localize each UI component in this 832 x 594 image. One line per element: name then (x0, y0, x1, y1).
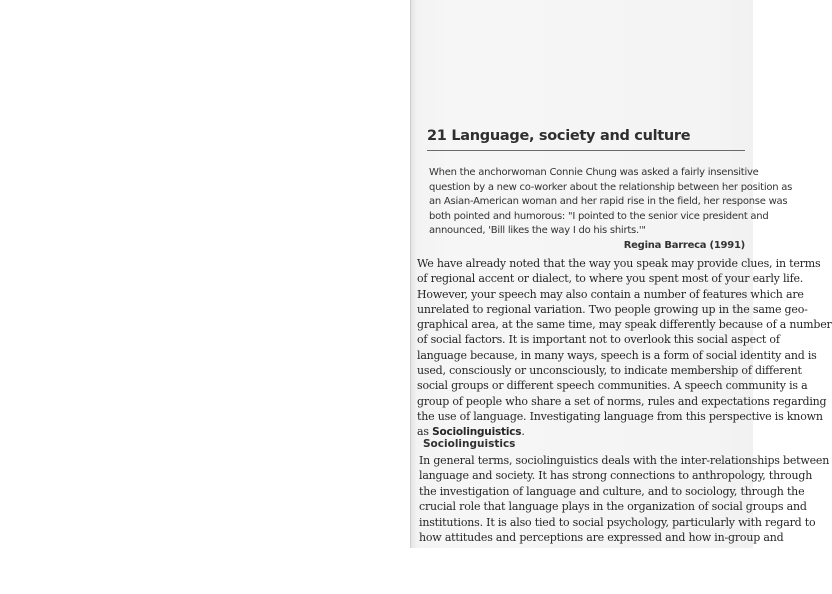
section-heading: Sociolinguistics (423, 438, 516, 450)
body-line: group of people who share a set of norms, rules and expectations regarding (417, 394, 827, 408)
body-line: language because, in many ways, speech is a form of social identity and is (417, 348, 817, 362)
section-line: language and society. It has strong connections to anthropology, through (419, 469, 813, 483)
epigraph-attribution: Regina Barreca (1991) (623, 239, 745, 251)
epigraph-line: announced, 'Bill likes the way I do his shirts.'" (429, 225, 646, 237)
section-line: how attitudes and perceptions are expressed and how in-group and (419, 531, 784, 545)
epigraph-line-last (429, 224, 745, 251)
body-bold-term: Sociolinguistics (432, 426, 522, 439)
epigraph-line: an Asian-American woman and her rapid rise in the field, her response was (429, 196, 788, 208)
body-last-suffix: . (521, 425, 525, 439)
body-line: the use of language. Investigating language from this perspective is known (417, 409, 823, 423)
section-line: crucial role that language plays in the organization of social groups and (419, 500, 807, 514)
section-line: institutions. It is also tied to social psychology, particularly with regard to (419, 515, 816, 529)
chapter-rule (427, 150, 745, 151)
body-line: of regional accent or dialect, to where you spent most of your early life. (417, 272, 804, 286)
body-line: We have already noted that the way you speak may provide clues, in terms (417, 257, 821, 270)
section-line: In general terms, sociolinguistics deals with the inter-relationships between (419, 454, 830, 467)
body-line: graphical area, at the same time, may speak differently because of a number (417, 318, 832, 332)
body-paragraph (417, 256, 832, 441)
scanned-page (410, 0, 832, 548)
body-line: social groups or different speech communities. A speech community is a (417, 379, 808, 393)
body-line: of social factors. It is important not to overlook this social aspect of (417, 333, 780, 347)
body-last-prefix: as (417, 425, 433, 439)
epigraph-line: When the anchorwoman Connie Chung was asked a fairly insensitive (429, 167, 759, 178)
epigraph-line: both pointed and humorous: "I pointed to the senior vice president and (429, 210, 769, 222)
body-line: unrelated to regional variation. Two people growing up in the same geo- (417, 302, 808, 316)
section-paragraph (419, 453, 830, 545)
body-line: However, your speech may also contain a number of features which are (417, 287, 804, 301)
chapter-title: 21 Language, society and culture (427, 128, 691, 144)
epigraph (429, 166, 793, 254)
section-line: the investigation of language and culture, and to sociology, through the (419, 484, 805, 498)
epigraph-line: question by a new co-worker about the relationship between her position as (429, 181, 793, 193)
body-line: used, consciously or unconsciously, to indicate membership of different (417, 364, 802, 378)
